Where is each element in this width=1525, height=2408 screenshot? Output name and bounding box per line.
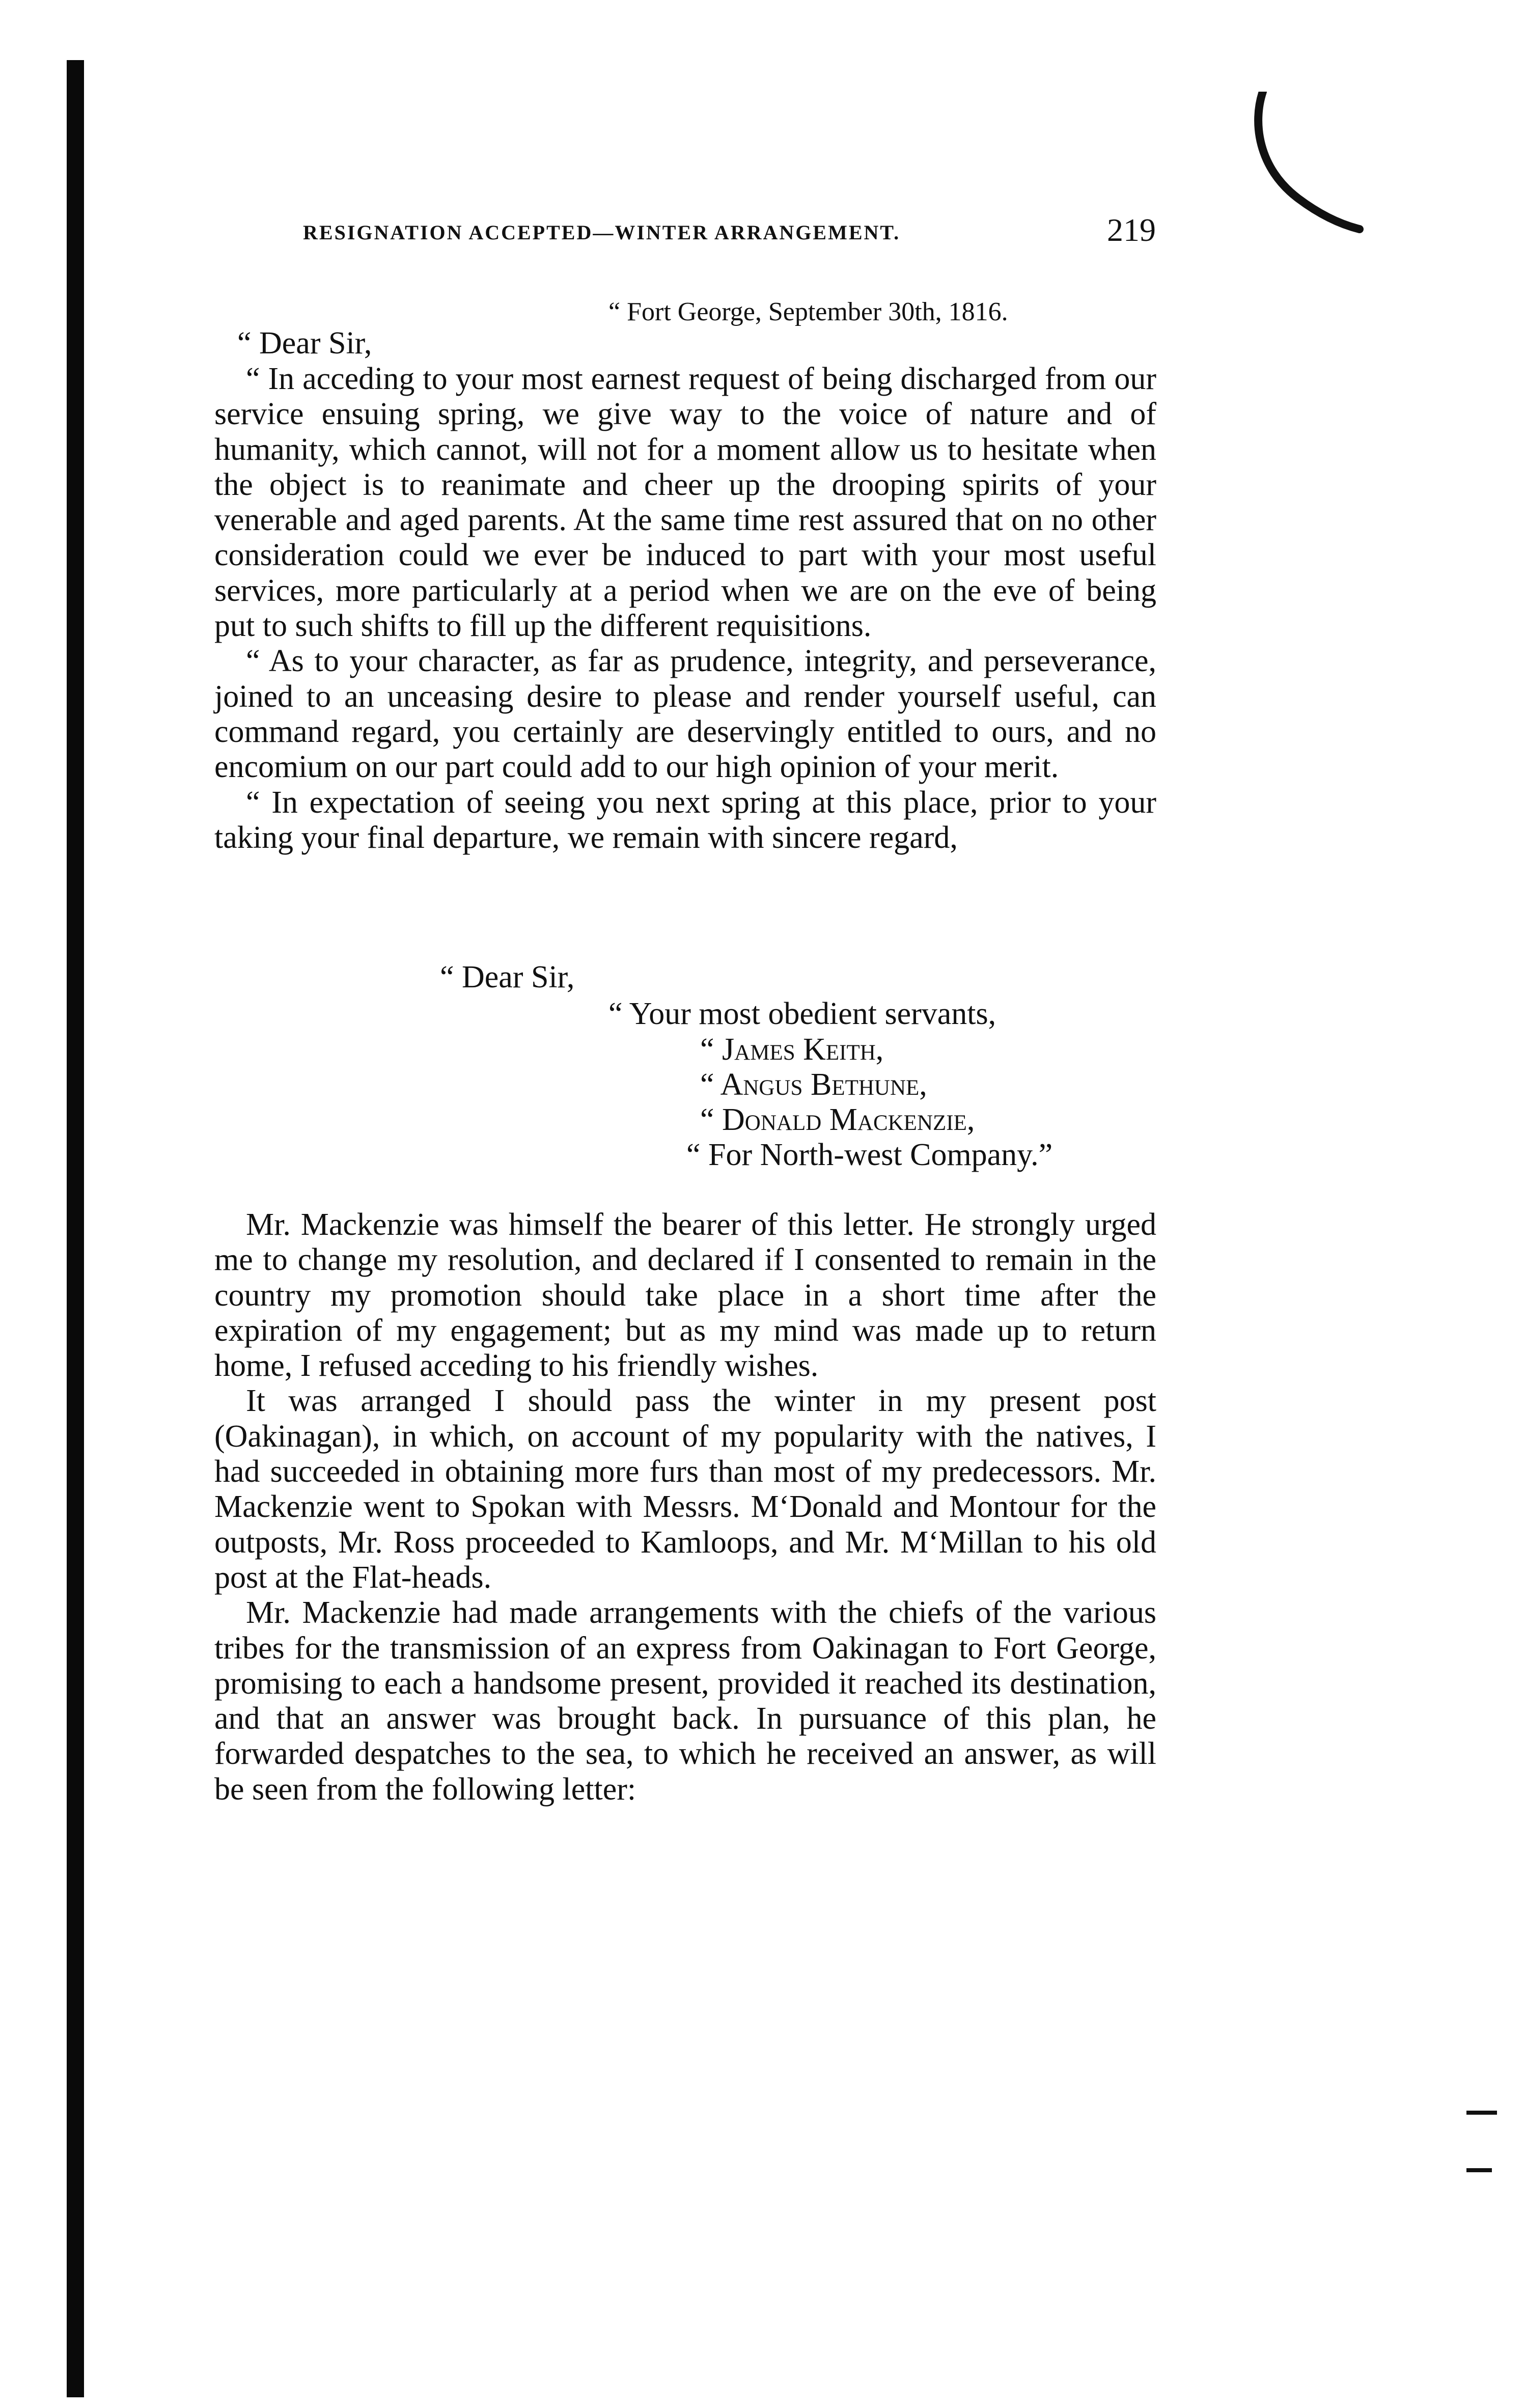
letter-body	[214, 362, 1156, 855]
letter-paragraph: “ In expectation of seeing you next spring at this place, prior to your taking your final departure, we remain with sincere regard,	[214, 785, 1156, 855]
letter-dateline: “ Fort George, September 30th, 1816.	[608, 297, 1008, 326]
letter-paragraph: “ In acceding to your most earnest request of being discharged from our service ensuing spring, we give way to the voice of nature and of humanity, which cannot, will not for a moment allow us to hesitate when the object is to reanimate and cheer up the drooping spirits of your venerable and aged parents. At the same time rest assured that on no other consideration could we ever be induced to part with your most useful services, more particularly at a period when we are on the eve of being put to such shifts to fill up the different requisitions.	[214, 362, 1156, 644]
body-paragraph: Mr. Mackenzie had made arrangements with the chiefs of the various tribes for the transmission of an express from Oakinagan to Fort George, promising to each a handsome present, provided it reached its destination, and that an answer was brought back. In pursuance of this plan, he forwarded despatches to the sea, to which he received an answer, as will be seen from the following letter:	[214, 1595, 1156, 1807]
letter-closing-salutation: “ Dear Sir,	[440, 960, 575, 994]
letter-valediction: “ Your most obedient servants,	[608, 997, 996, 1031]
letter-paragraph: “ As to your character, as far as prudence, integrity, and perseverance, joined to an unceasing desire to please and render yourself useful, can command regard, you certainly are deservingly entitled to ours, and no encomium on our part could add to our high opinion of your merit.	[214, 644, 1156, 785]
body-paragraph: Mr. Mackenzie was himself the bearer of this letter. He strongly urged me to change my resolution, and declared if I consented to remain in the country my promotion should take place in a short time after the expiration of my engagement; but as my mind was made up to return home, I refused acceding to his friendly wishes.	[214, 1207, 1156, 1383]
letter-salutation: “ Dear Sir,	[237, 326, 372, 361]
running-head	[303, 212, 1156, 261]
body-paragraph: It was arranged I should pass the winter in my present post (Oakinagan), in which, on account of my popularity with the natives, I had succeeded in obtaining more furs than most of my predecessors. Mr. Mackenzie went to Spokan with Messrs. M‘Donald and Montour for the outposts, Mr. Ross proceeded to Kamloops, and Mr. M‘Millan to his old post at the Flat-heads.	[214, 1383, 1156, 1595]
narrative-body	[214, 1207, 1156, 1807]
signatory: “ Angus Bethune,	[700, 1067, 927, 1102]
page-number: 219	[1107, 212, 1156, 248]
running-title: RESIGNATION ACCEPTED—WINTER ARRANGEMENT.	[303, 221, 901, 244]
letter-company: “ For North-west Company.”	[686, 1138, 1053, 1172]
signatory: “ James Keith,	[700, 1032, 884, 1067]
signatory: “ Donald Mackenzie,	[700, 1102, 975, 1137]
